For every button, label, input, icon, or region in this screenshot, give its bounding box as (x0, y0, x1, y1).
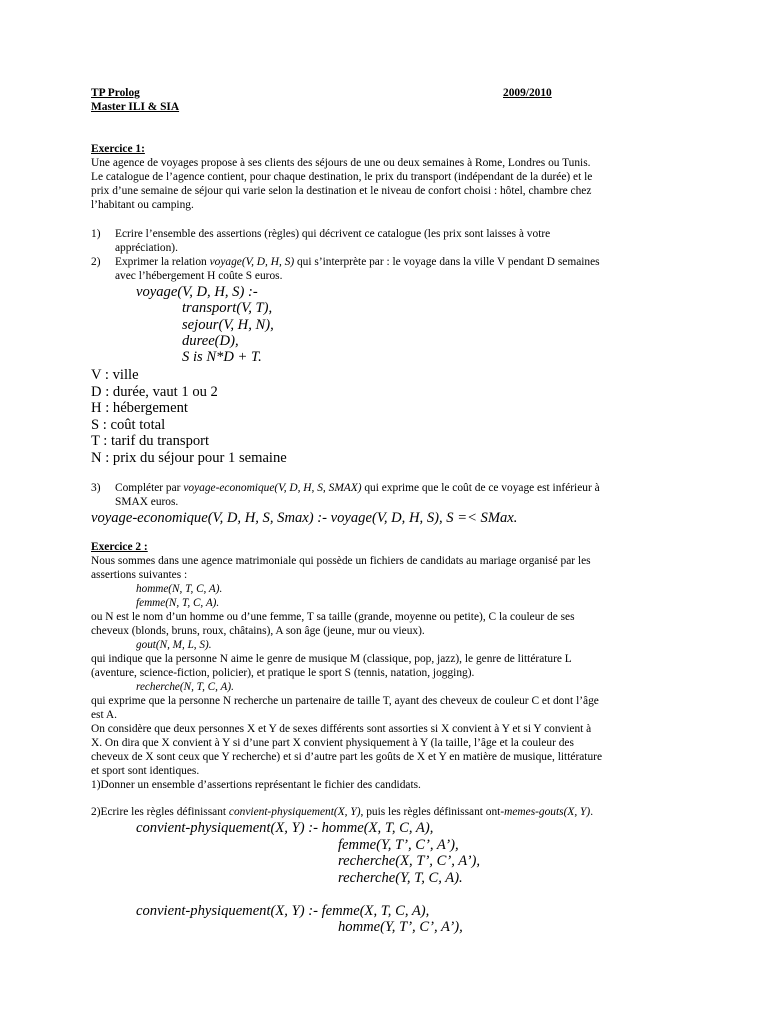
predicate-inline: memes-gouts(X, Y) (504, 806, 591, 818)
paragraph-line: Nous sommes dans une agence matrimoniale qui possède un fichiers de candidats au mariage organisé par les (91, 555, 591, 567)
paragraph-line: 1)Donner un ensemble d’assertions représentant le fichier des candidats. (91, 779, 421, 791)
paragraph-line: prix d’une semaine de séjour qui varie selon la destination et le niveau de confort choisi : hôtel, chambre chez (91, 185, 592, 197)
paragraph-line: X. On dira que X convient à Y si d’une part X convient physiquement à Y (la taille, l’âge et la couleur des (91, 737, 574, 749)
paragraph-line: cheveux de X sont ceux que Y recherche) et si d’autre part les goûts de X et Y en matière de musique, littérature (91, 751, 603, 763)
question-number: 1) (91, 228, 101, 240)
code-line: homme(Y, T’, C’, A’), (338, 919, 463, 935)
code-line: convient-physiquement(X, Y) :- femme(X, T, C, A), (136, 903, 430, 919)
text-span: qui s’interprète par : le voyage dans la ville V pendant D semaines (294, 256, 600, 268)
text-span: qui exprime que le coût de ce voyage est inférieur à (361, 482, 600, 494)
paragraph-line: Une agence de voyages propose à ses clients des séjours de une ou deux semaines à Rome, Londres ou Tunis. (91, 157, 591, 169)
text-span: , puis les règles définissant ont- (360, 806, 505, 818)
legend-line: S : coût total (91, 417, 166, 433)
paragraph-line: est A. (91, 709, 117, 721)
exercise-2-heading: Exercice 2 : (91, 541, 148, 553)
legend-line: V : ville (91, 367, 139, 383)
question-line (91, 805, 593, 819)
text-span: . (590, 806, 594, 818)
code-line: convient-physiquement(X, Y) :- homme(X, T, C, A), (136, 820, 434, 836)
predicate-line: gout(N, M, L, S). (136, 639, 212, 651)
predicate-inline: voyage(V, D, H, S) (209, 256, 295, 268)
legend-line: H : hébergement (91, 400, 188, 416)
predicate-line: femme(N, T, C, A). (136, 597, 220, 609)
text-span: 2)Ecrire les règles définissant (91, 806, 229, 818)
question-line (115, 255, 600, 269)
legend-line: T : tarif du transport (91, 433, 210, 449)
code-line: transport(V, T), (182, 300, 273, 316)
question-line: avec l’hébergement H coûte S euros. (115, 270, 283, 282)
question-line: Ecrire l’ensemble des assertions (règles) qui décrivent ce catalogue (les prix sont laisses à votre (115, 228, 551, 240)
question-line: SMAX euros. (115, 496, 179, 508)
paragraph-line: qui exprime que la personne N recherche un partenaire de taille T, ayant des cheveux de couleur C et dont l’âge (91, 695, 599, 707)
predicate-line: homme(N, T, C, A). (136, 583, 223, 595)
question-line: appréciation). (115, 242, 178, 254)
academic-year: 2009/2010 (503, 87, 552, 99)
predicate-line: recherche(N, T, C, A). (136, 681, 234, 693)
paragraph-line: On considère que deux personnes X et Y de sexes différents sont assorties si X convient à Y et si Y convient à (91, 723, 592, 735)
paragraph-line: qui indique que la personne N aime le genre de musique M (classique, pop, jazz), le genre de littérature L (91, 653, 572, 665)
question-number: 3) (91, 482, 101, 494)
code-line: sejour(V, H, N), (182, 317, 274, 333)
predicate-inline: convient-physiquement(X, Y) (228, 806, 361, 818)
paragraph-line: cheveux (blonds, bruns, roux, châtains), A son âge (jeune, mur ou vieux). (91, 625, 425, 637)
code-line: femme(Y, T’, C’, A’), (338, 837, 459, 853)
answer-rule: voyage-economique(V, D, H, S, Smax) :- voyage(V, D, H, S), S =< SMax. (91, 510, 518, 526)
document-subtitle: Master ILI & SIA (91, 101, 180, 113)
code-line: recherche(Y, T, C, A). (338, 870, 463, 886)
exercise-1-heading: Exercice 1: (91, 143, 145, 155)
code-line: recherche(X, T’, C’, A’), (338, 853, 480, 869)
code-line: S is N*D + T. (182, 349, 262, 365)
paragraph-line: (aventure, science-fiction, policier), et pratique le sport S (tennis, natation, jogging). (91, 667, 475, 679)
paragraph-line: l’habitant ou camping. (91, 199, 194, 211)
code-line: voyage(V, D, H, S) :- (136, 284, 258, 300)
predicate-inline: voyage-economique(V, D, H, S, SMAX) (183, 482, 362, 494)
code-line: duree(D), (182, 333, 239, 349)
paragraph-line: assertions suivantes : (91, 569, 188, 581)
paragraph-line: Le catalogue de l’agence contient, pour chaque destination, le prix du transport (indépendant de la durée) et le (91, 171, 593, 183)
document-title: TP Prolog (91, 87, 140, 99)
paragraph-line: ou N est le nom d’un homme ou d’une femme, T sa taille (grande, moyenne ou petite), C la couleur de ses (91, 611, 575, 623)
legend-line: N : prix du séjour pour 1 semaine (91, 450, 287, 466)
question-line (115, 481, 600, 495)
question-number: 2) (91, 256, 101, 268)
legend-line: D : durée, vaut 1 ou 2 (91, 384, 218, 400)
paragraph-line: et sport sont identiques. (91, 765, 200, 777)
text-span: Compléter par (115, 482, 184, 494)
text-span: Exprimer la relation (115, 256, 210, 268)
